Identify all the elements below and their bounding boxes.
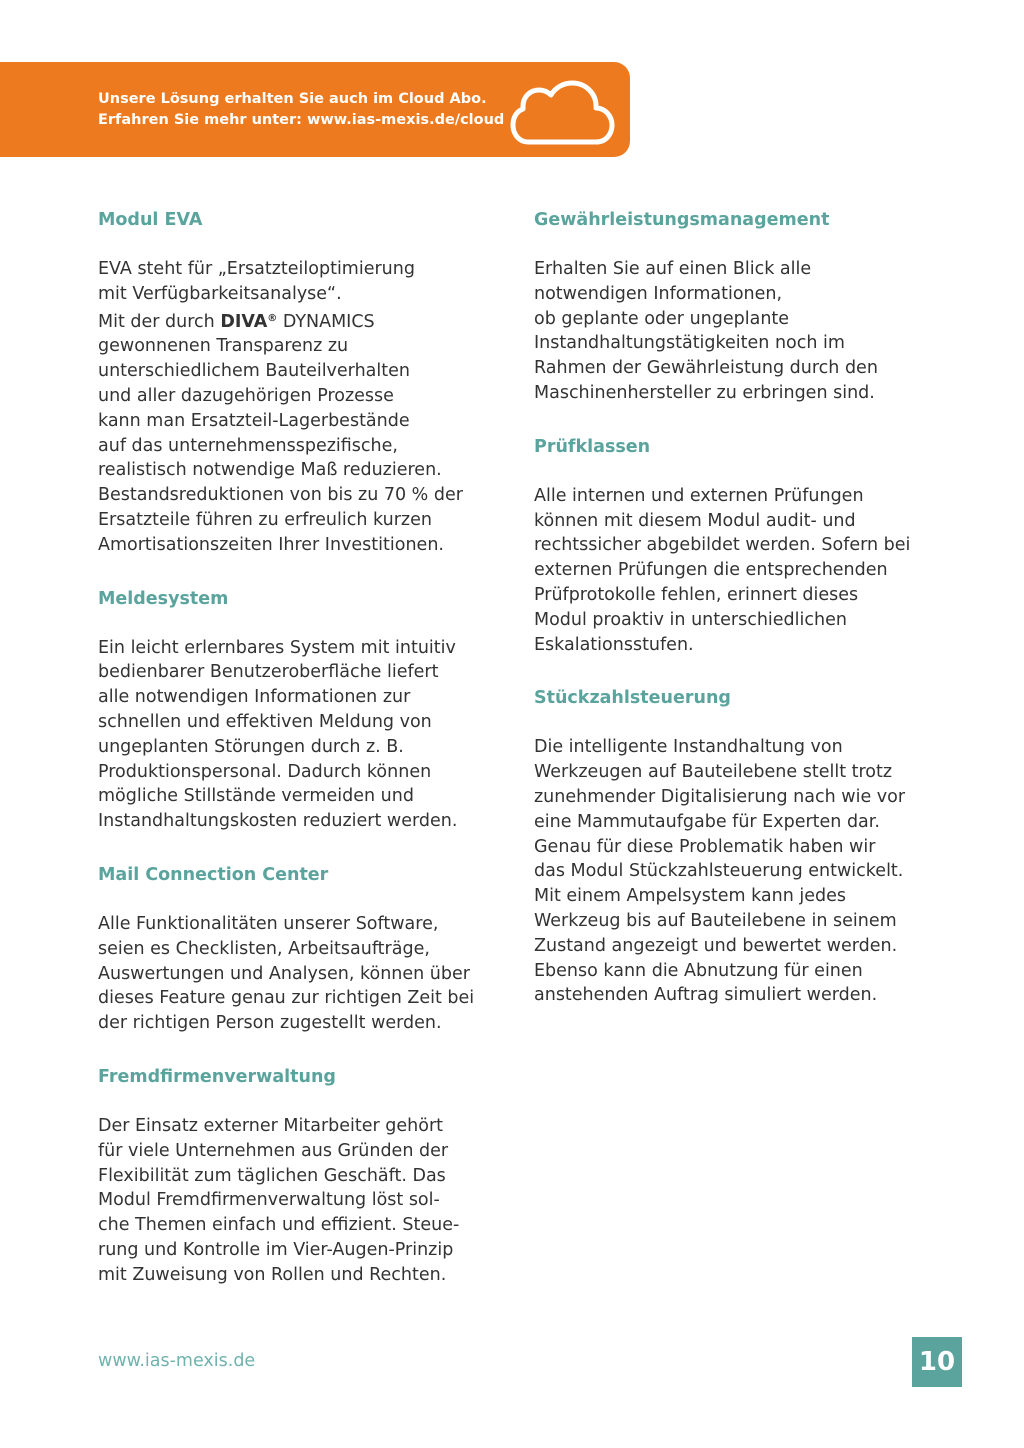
section-heading: Fremdfirmenverwaltung [98, 1066, 336, 1087]
text-line: Amortisationszeiten Ihrer Investitionen. [98, 534, 444, 555]
text-line: Ein leicht erlernbares System mit intuitiv [98, 637, 456, 658]
section-body [98, 636, 518, 834]
section-meldesystem [98, 587, 518, 834]
text-line: externen Prüfungen die entsprechenden [534, 560, 888, 581]
text-line: Ebenso kann die Abnutzung für einen [534, 960, 863, 981]
text-line: das Modul Stückzahlsteuerung entwickelt. [534, 861, 904, 882]
section-heading: Mail Connection Center [98, 864, 329, 885]
text-line: Alle Funktionalitäten unserer Software, [98, 913, 439, 934]
text-line: Modul proaktiv in unterschiedlichen [534, 609, 847, 630]
text-line: Ersatzteile führen zu erfreulich kurzen [98, 509, 432, 530]
text-line: kann man Ersatzteil-Lagerbestände [98, 410, 410, 431]
text-line: realistisch notwendige Maß reduzieren. [98, 460, 442, 481]
banner-text [98, 89, 504, 131]
text-line: eine Mammutaufgabe für Experten dar. [534, 811, 880, 832]
section-stueckzahlsteuerung [534, 686, 954, 1008]
text-line: Alle internen und externen Prüfungen [534, 485, 864, 506]
text-line: der richtigen Person zugestellt werden. [98, 1013, 442, 1034]
text-line: Mit einem Ampelsystem kann jedes [534, 886, 846, 907]
section-heading: Gewährleistungsmanagement [534, 210, 830, 230]
section-body [534, 735, 954, 1008]
text-line: Maschinenhersteller zu erbringen sind. [534, 382, 875, 403]
text-line [98, 307, 518, 335]
text-line: auf das unternehmensspezifische, [98, 435, 398, 456]
text-line: Werkzeug bis auf Bauteilebene in seinem [534, 910, 897, 931]
text-line: Produktionspersonal. Dadurch können [98, 761, 432, 782]
text-line: ob geplante oder ungeplante [534, 308, 790, 329]
section-body [534, 257, 954, 406]
text-line: Instandhaltungskosten reduziert werden. [98, 811, 458, 832]
section-gewaehrleistungsmanagement [534, 208, 954, 406]
text-span: Mit der durch [98, 311, 221, 332]
text-line: rechtssicher abgebildet werden. Sofern bei [534, 535, 911, 556]
text-line: Bestandsreduktionen von bis zu 70 % der [98, 485, 463, 506]
text-line: EVA steht für „Ersatzteiloptimierung [98, 259, 415, 279]
diva-brand: DIVA [220, 311, 268, 332]
section-body [98, 257, 518, 558]
text-line: Der Einsatz externer Mitarbeiter gehört [98, 1115, 444, 1136]
section-modul-eva [98, 208, 518, 558]
text-line: mit Verfügbarkeitsanalyse“. [98, 283, 342, 304]
text-line: Werkzeugen auf Bauteilebene stellt trotz [534, 762, 893, 783]
section-fremdfirmenverwaltung [98, 1065, 518, 1288]
section-body [98, 912, 518, 1036]
text-line: Zustand angezeigt und bewertet werden. [534, 935, 898, 956]
section-heading: Stückzahlsteuerung [534, 688, 731, 709]
text-line: gewonnenen Transparenz zu [98, 336, 349, 357]
text-line: zunehmender Digitalisierung nach wie vor [534, 786, 906, 807]
section-body [534, 484, 954, 658]
footer-url-link[interactable]: www.ias-mexis.de [98, 1351, 256, 1371]
text-line: unterschiedlichem Bauteilverhalten [98, 361, 410, 382]
text-line: Genau für diese Problematik haben wir [534, 836, 876, 857]
cloud-promo-banner [0, 62, 630, 157]
text-line: alle notwendigen Informationen zur [98, 687, 411, 708]
banner-line-2: Erfahren Sie mehr unter: www.ias-mexis.de/cloud [98, 112, 505, 128]
text-line: anstehenden Auftrag simuliert werden. [534, 985, 878, 1006]
banner-line-1: Unsere Lösung erhalten Sie auch im Cloud Abo. [98, 91, 487, 107]
text-span: DYNAMICS [277, 311, 375, 332]
text-line: rung und Kontrolle im Vier-Augen-Prinzip [98, 1239, 454, 1260]
section-heading: Meldesystem [98, 588, 229, 609]
text-line: schnellen und effektiven Meldung von [98, 711, 432, 732]
text-line: Modul Fremdfirmenverwaltung löst sol- [98, 1190, 440, 1211]
text-line: Die intelligente Instandhaltung von [534, 737, 843, 758]
text-line: Auswertungen und Analysen, können über [98, 963, 470, 984]
text-line: ungeplanten Störungen durch z. B. [98, 736, 404, 757]
registered-mark: ® [267, 312, 278, 324]
right-column [534, 208, 954, 1037]
text-line: Rahmen der Gewährleistung durch den [534, 358, 878, 379]
text-line: mögliche Stillstände vermeiden und [98, 786, 414, 807]
text-line: notwendigen Informationen, [534, 283, 783, 304]
left-column [98, 208, 518, 1317]
text-line: Instandhaltungstätigkeiten noch im [534, 333, 845, 354]
section-body [98, 1114, 518, 1288]
cloud-icon [510, 70, 615, 150]
text-line: Flexibilität zum täglichen Geschäft. Das [98, 1165, 446, 1186]
text-line: seien es Checklisten, Arbeitsaufträge, [98, 938, 430, 959]
text-line: Erhalten Sie auf einen Blick alle [534, 259, 812, 279]
section-mail-connection-center [98, 863, 518, 1036]
section-heading: Modul EVA [98, 210, 203, 230]
text-line: che Themen einfach und effizient. Steue- [98, 1215, 460, 1236]
text-line: bedienbarer Benutzeroberfläche liefert [98, 662, 439, 683]
text-line: dieses Feature genau zur richtigen Zeit bei [98, 988, 475, 1009]
section-pruefklassen [534, 435, 954, 658]
text-line: können mit diesem Modul audit- und [534, 510, 856, 531]
text-line: Eskalationsstufen. [534, 634, 694, 655]
text-line: Prüfprotokolle fehlen, erinnert dieses [534, 584, 859, 605]
section-heading: Prüfklassen [534, 436, 651, 457]
page-number-badge: 10 [912, 1337, 962, 1387]
text-line: mit Zuweisung von Rollen und Rechten. [98, 1264, 447, 1285]
text-line: und aller dazugehörigen Prozesse [98, 385, 394, 406]
text-line: für viele Unternehmen aus Gründen der [98, 1140, 449, 1161]
